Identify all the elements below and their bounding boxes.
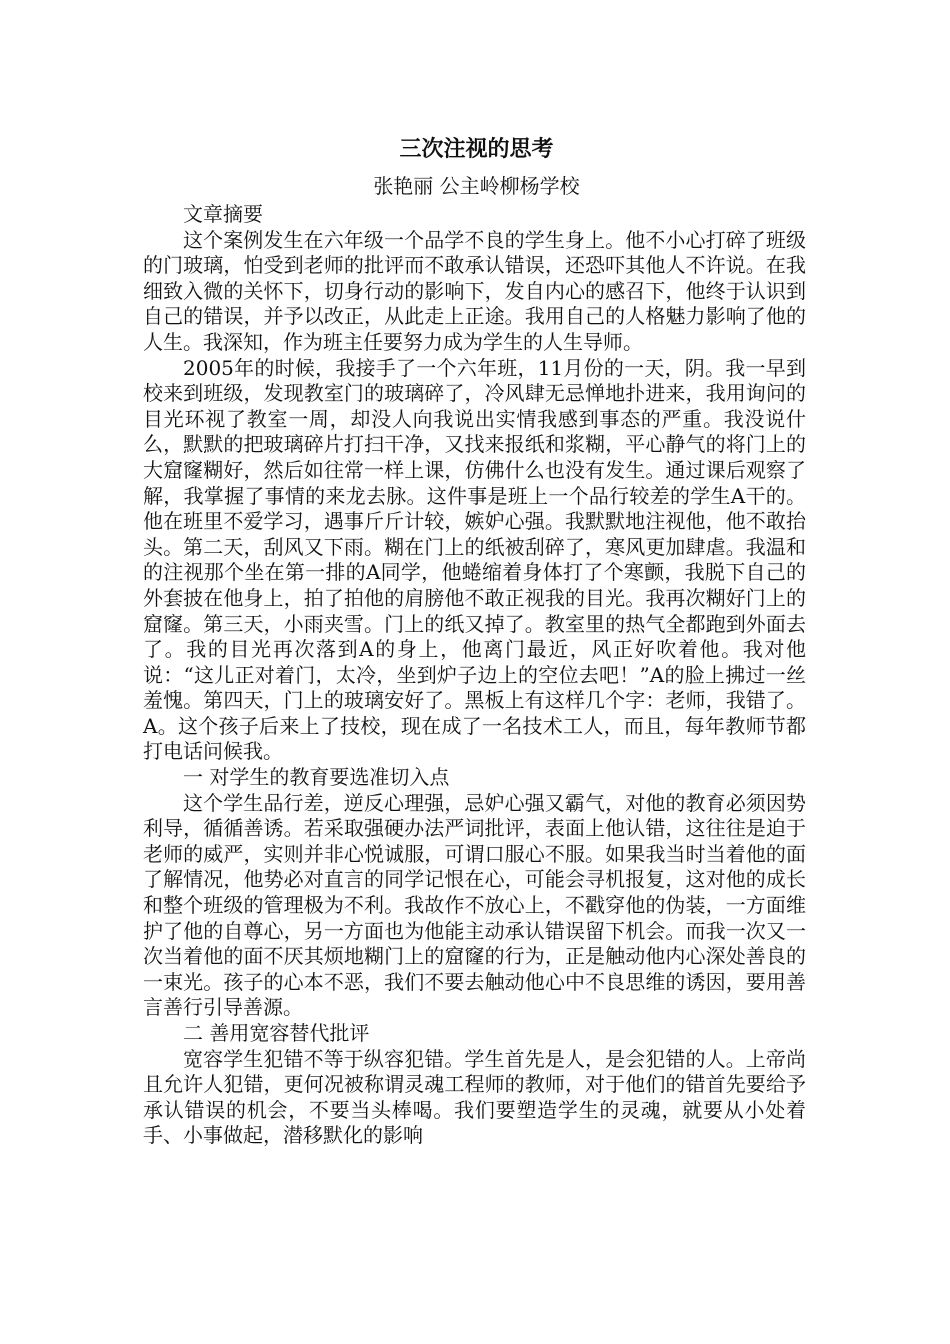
section2-heading: 二 善用宽容替代批评 xyxy=(183,1021,370,1045)
author-line: 张艳丽 公主岭柳杨学校 xyxy=(373,174,580,198)
abstract-heading: 文章摘要 xyxy=(183,202,263,226)
document-page xyxy=(143,130,806,1149)
case-paragraph: 2005年的时候，我接手了一个六年班，11月份的一天，阴。我一早到校来到班级，发现教室门的玻璃碎了，冷风肆无忌惮地扑进来，我用询问的目光环视了教室一周，却没人向我说出实情我感到事态的严重。我没说什么，默默的把玻璃碎片打扫干净，又找来报纸和浆糊，平心静气的将门上的大窟窿糊好，然后如往常一样上课，仿佛什么也没有发生。通过课后观察了解，我掌握了事情的来龙去脉。这件事是班上一个品行较差的学生A干的。他在班里不爱学习，遇事斤斤计较，嫉妒心强。我默默地注视他，他不敢抬头。第二天，刮风又下雨。糊在门上的纸被刮碎了，寒风更加肆虐。我温和的注视那个坐在第一排的A同学，他蜷缩着身体打了个寒颤，我脱下自己的外套披在他身上，拍了拍他的肩膀他不敢正视我的目光。我再次糊好门上的窟窿。第三天，小雨夹雪。门上的纸又掉了。教室里的热气全都跑到外面去了。我的目光再次落到A的身上，他离门最近，风正好吹着他。我对他说：“这儿正对着门，太冷，坐到炉子边上的空位去吧！”A的脸上拂过一丝羞愧。第四天，门上的玻璃安好了。黑板上有这样几个字：老师，我错了。A。这个孩子后来上了技校，现在成了一名技术工人，而且，每年教师节都打电话问候我。 xyxy=(143,355,806,764)
section1-paragraph: 这个学生品行差，逆反心理强，忌妒心强又霸气，对他的教育必须因势利导，循循善诱。若采取强硬办法严词批评，表面上他认错，这往往是迫于老师的威严，实则并非心悦诚服，可谓口服心不服。如果我当时当着他的面了解情况，他势必对直言的同学记恨在心，可能会寻机报复，这对他的成长和整个班级的管理极为不利。我故作不放心上，不戳穿他的伪装，一方面维护了他的自尊心，另一方面也为他能主动承认错误留下机会。而我一次又一次当着他的面不厌其烦地糊门上的窟窿的行为，正是触动他内心深处善良的一束光。孩子的心本不恶，我们不要去触动他心中不良思维的诱因，要用善言善行引导善源。 xyxy=(143,790,806,1020)
document-title: 三次注视的思考 xyxy=(399,137,554,162)
abstract-paragraph: 这个案例发生在六年级一个品学不良的学生身上。他不小心打碎了班级的门玻璃，怕受到老师的批评而不敢承认错误，还恐吓其他人不许说。在我细致入微的关怀下，切身行动的影响下，发自内心的感召下，他终于认识到自己的错误，并予以改正，从此走上正途。我用自己的人格魅力影响了他的人生。我深知，作为班主任要努力成为学生的人生导师。 xyxy=(143,227,806,354)
section2-paragraph: 宽容学生犯错不等于纵容犯错。学生首先是人，是会犯错的人。上帝尚且允许人犯错，更何况被称谓灵魂工程师的教师，对于他们的错首先要给予承认错误的机会，不要当头棒喝。我们要塑造学生的灵魂，就要从小处着手、小事做起，潜移默化的影响 xyxy=(143,1046,806,1148)
section1-heading: 一 对学生的教育要选准切入点 xyxy=(183,765,450,790)
